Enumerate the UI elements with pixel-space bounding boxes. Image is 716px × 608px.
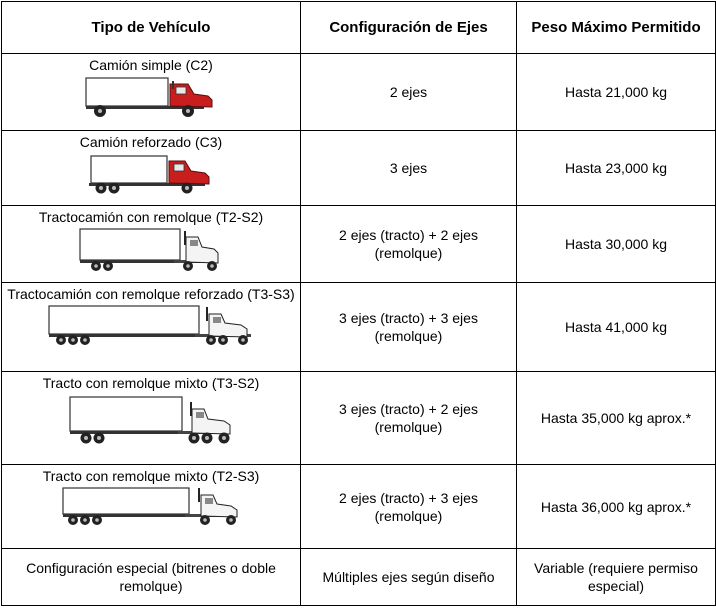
header-max-weight: Peso Máximo Permitido [517, 2, 716, 54]
table-row [2, 54, 716, 131]
vehicle-cell [2, 131, 301, 206]
table-row [2, 283, 716, 372]
vehicle-cell [2, 283, 301, 372]
header-axle-config: Configuración de Ejes [301, 2, 517, 54]
rigid-truck-c3-icon [87, 152, 215, 196]
tractor-trailer-t3s3-icon [47, 304, 255, 348]
weight-cell: Variable (requiere permiso especial) [517, 549, 716, 606]
vehicle-cell [2, 54, 301, 131]
weight-cell: Hasta 41,000 kg [517, 283, 716, 372]
vehicle-cell [2, 206, 301, 283]
weight-cell: Hasta 36,000 kg aprox.* [517, 465, 716, 549]
tractor-trailer-t3s2-icon [66, 393, 236, 447]
rigid-truck-c2-icon [84, 75, 218, 119]
axles-cell: 2 ejes (tracto) + 2 ejes (remolque) [301, 206, 517, 283]
weight-cell: Hasta 23,000 kg [517, 131, 716, 206]
vehicle-name: Camión reforzado (C3) [79, 134, 223, 150]
vehicle-name: Tractocamión con remolque reforzado (T3-S3) [7, 286, 295, 302]
vehicle-cell [2, 372, 301, 465]
weight-cell: Hasta 35,000 kg aprox.* [517, 372, 716, 465]
table-row [2, 549, 716, 606]
axles-cell: 2 ejes (tracto) + 3 ejes (remolque) [301, 465, 517, 549]
vehicle-name: Tractocamión con remolque (T2-S2) [38, 209, 264, 225]
tractor-trailer-t2s3-icon [59, 486, 243, 528]
axles-cell: 2 ejes [301, 54, 517, 131]
table-row [2, 465, 716, 549]
weight-cell: Hasta 30,000 kg [517, 206, 716, 283]
vehicle-name: Tracto con remolque mixto (T2-S3) [42, 468, 260, 484]
vehicle-name: Camión simple (C2) [89, 57, 213, 73]
vehicle-name: Tracto con remolque mixto (T3-S2) [42, 375, 260, 391]
axles-cell: 3 ejes (tracto) + 3 ejes (remolque) [301, 283, 517, 372]
table-row [2, 372, 716, 465]
axles-cell: 3 ejes (tracto) + 2 ejes (remolque) [301, 372, 517, 465]
table-row [2, 206, 716, 283]
vehicle-cell [2, 549, 301, 606]
axles-cell: Múltiples ejes según diseño [301, 549, 517, 606]
vehicle-weight-table [1, 1, 716, 606]
vehicle-name: Configuración especial (bitrenes o doble remolque) [26, 560, 276, 594]
tractor-trailer-t2s2-icon [78, 227, 224, 273]
axles-cell: 3 ejes [301, 131, 517, 206]
vehicle-cell [2, 465, 301, 549]
header-row [2, 2, 716, 54]
header-vehicle-type: Tipo de Vehículo [2, 2, 301, 54]
weight-cell: Hasta 21,000 kg [517, 54, 716, 131]
table-row [2, 131, 716, 206]
